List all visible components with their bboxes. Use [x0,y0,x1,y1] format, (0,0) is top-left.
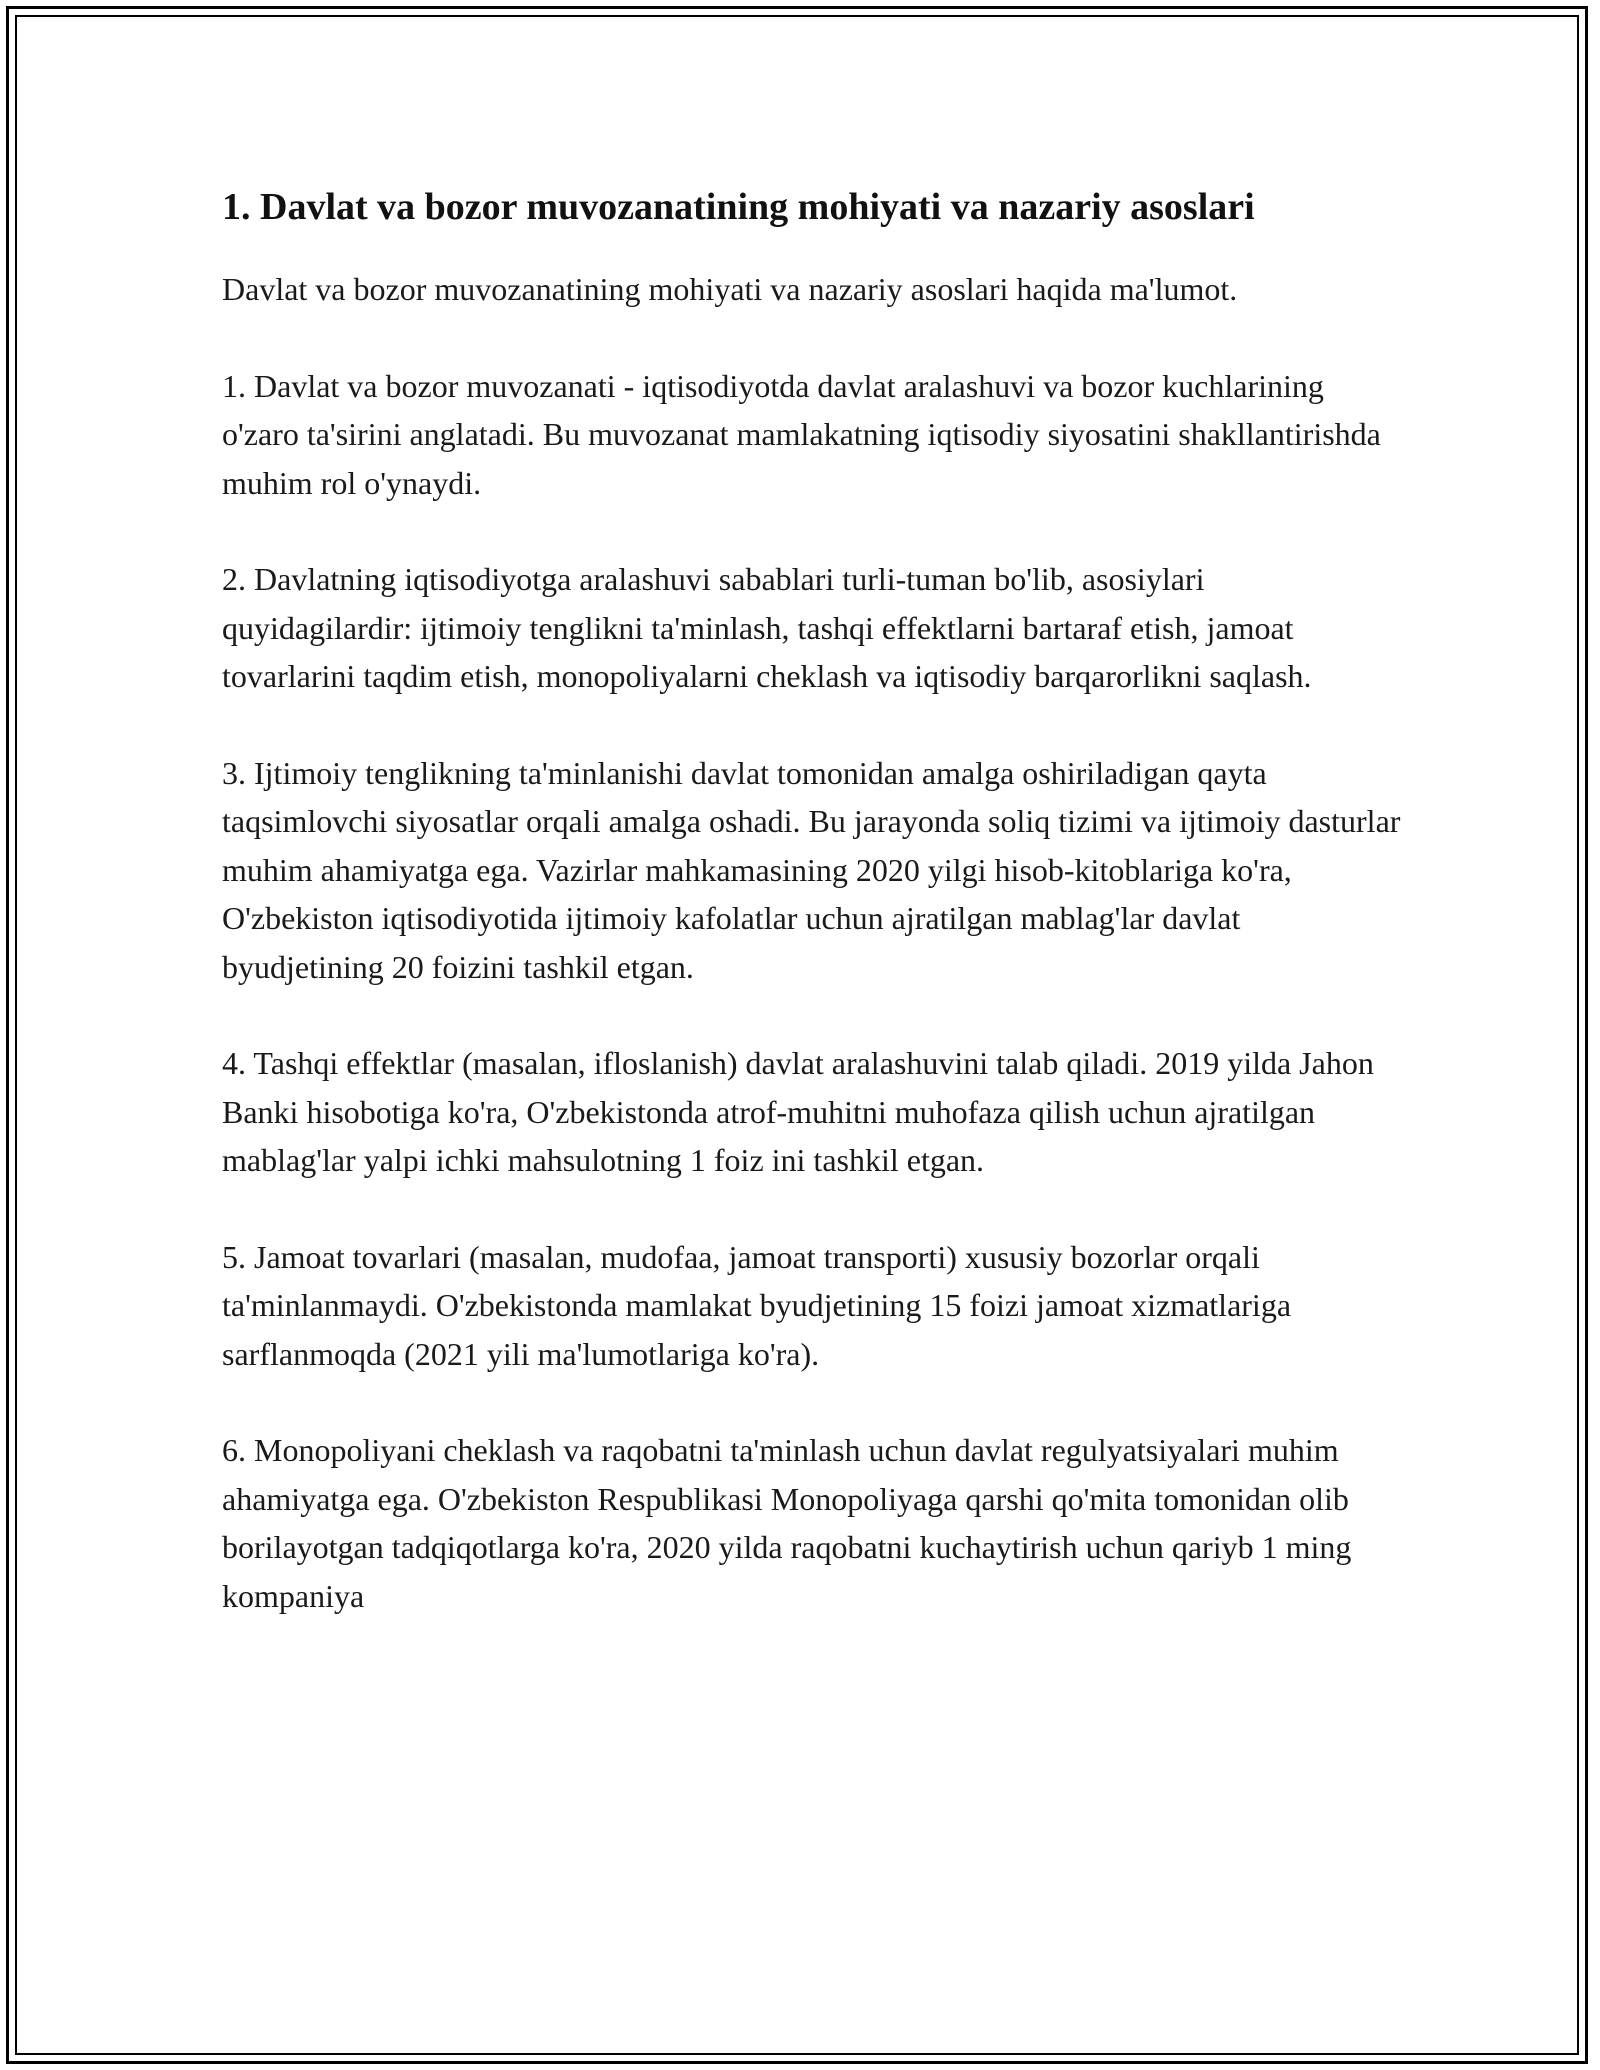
document-body [222,180,1402,1668]
page-title: 1. Davlat va bozor muvozanatining mohiyati va nazariy asoslari [222,186,1255,228]
paragraph-6: 6. Monopoliyani cheklash va raqobatni ta'minlash uchun davlat regulyatsiyalari muhim ahamiyatga ega. O'zbekiston Respublikasi Monopoliyaga qarshi qo'mita tomonidan olib borilayotgan tadqiqotlarga ko'ra, 2020 yilda raqobatni kuchaytirish uchun qariyb 1 ming kompaniya [222,1432,1352,1614]
paragraph-1: 1. Davlat va bozor muvozanati - iqtisodiyotda davlat aralashuvi va bozor kuchlarining o'zaro ta'sirini anglatadi. Bu muvozanat mamlakatning iqtisodiy siyosatini shakllantirishda muhim rol o'ynaydi. [222,367,1381,501]
paragraph-2: 2. Davlatning iqtisodiyotga aralashuvi sabablari turli-tuman bo'lib, asosiylari quyidagilardir: ijtimoiy tenglikni ta'minlash, tashqi effektlarni bartaraf etish, jamoat tovarlarini taqdim etish, monopoliyalarni cheklash va iqtisodiy barqarorlikni saqlash. [222,561,1312,694]
paragraph-5: 5. Jamoat tovarlari (masalan, mudofaa, jamoat transporti) xususiy bozorlar orqali ta'minlanmaydi. O'zbekistonda mamlakat byudjetining 15 foizi jamoat xizmatlariga sarflanmoqda (2021 yili ma'lumotlariga ko'ra). [222,1238,1292,1372]
intro-paragraph: Davlat va bozor muvozanatining mohiyati va nazariy asoslari haqida ma'lumot. [222,271,1238,307]
paragraph-3: 3. Ijtimoiy tenglikning ta'minlanishi davlat tomonidan amalga oshiriladigan qayta taqsimlovchi siyosatlar orqali amalga oshadi. Bu jarayonda soliq tizimi va ijtimoiy dasturlar muhim ahamiyatga ega. Vazirlar mahkamasining 2020 yilgi hisob-kitoblariga ko'ra, O'zbekiston iqtisodiyotida ijtimoiy kafolatlar uchun ajratilgan mablag'lar davlat byudjetining 20 foizini tashkil etgan. [222,754,1401,985]
paragraph-4: 4. Tashqi effektlar (masalan, ifloslanish) davlat aralashuvini talab qiladi. 2019 yilda Jahon Banki hisobotiga ko'ra, O'zbekistonda atrof-muhitni muhofaza qilish uchun ajratilgan mablag'lar yalpi ichki mahsulotning 1 foiz ini tashkil etgan. [222,1045,1374,1178]
